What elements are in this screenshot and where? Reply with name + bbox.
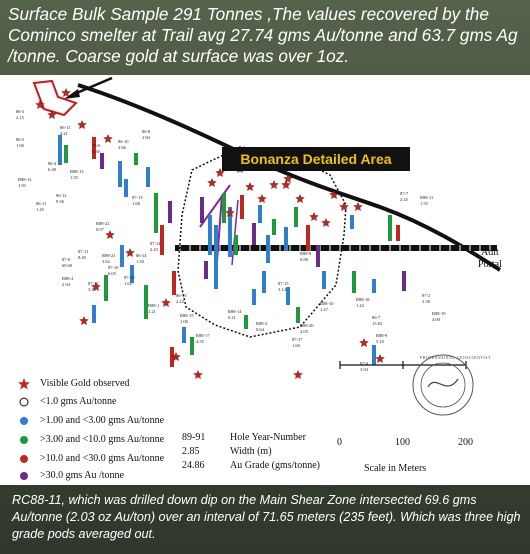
visible-gold-star: [106, 231, 115, 239]
adit-label: Adit: [481, 247, 499, 258]
visible-gold-star: [310, 213, 319, 221]
hole-value: 1.55: [420, 201, 428, 206]
drill-hole-bar: [58, 135, 62, 165]
hole-value: 1.90: [16, 143, 24, 148]
hole-value: 2.94: [62, 282, 70, 287]
hole-label: R88-17: [196, 333, 210, 338]
hole-label: R88-20: [300, 323, 314, 328]
drill-hole-bar: [306, 225, 310, 251]
hole-label: 86-13: [60, 125, 71, 130]
drill-hole-bar: [372, 345, 376, 365]
hole-value: 2.43: [150, 247, 158, 252]
hole-value: 69.60: [62, 263, 73, 268]
visible-gold-star: [376, 355, 385, 363]
legend-label: >1.00 and <3.00 gms Au/tonne: [40, 415, 165, 426]
drill-hole-bar: [182, 327, 186, 343]
drill-map: [0, 75, 530, 485]
drill-hole-bar: [92, 305, 96, 323]
drill-hole-bar: [316, 245, 320, 267]
adit-tunnel: [175, 245, 497, 251]
hole-value: 6.05: [108, 271, 116, 276]
hole-label: R88-3: [256, 321, 268, 326]
visible-gold-star: [322, 219, 331, 227]
legend-label: <1.0 gms Au/tonne: [40, 396, 117, 407]
drill-hole-bar: [124, 179, 128, 197]
drill-hole-bar: [214, 225, 218, 289]
visible-gold-star: [208, 179, 217, 187]
hole-label: 87-4: [360, 361, 369, 366]
hole-label: 87-6: [62, 257, 71, 262]
hole-label: 87-2: [422, 293, 431, 298]
drill-hole-bar: [352, 271, 356, 293]
hole-value: 9.36: [56, 199, 64, 204]
hole-value: 2.15: [16, 115, 24, 120]
drill-hole-bar: [100, 153, 104, 169]
hole-key-desc: Width (m): [230, 446, 272, 457]
hole-value: 8.40: [78, 255, 86, 260]
scale-label: Scale in Meters: [364, 463, 427, 474]
hole-value: 2.22: [176, 299, 184, 304]
drill-hole-bar: [168, 201, 172, 223]
hole-label: 87-11: [78, 249, 89, 254]
hole-value: 3.94: [360, 367, 368, 372]
purple-circle-icon: [18, 470, 30, 482]
hole-value: 1.55: [70, 175, 78, 180]
scale-bar: [340, 361, 466, 369]
hole-value: 1.27: [320, 307, 328, 312]
hole-value: 3.66: [118, 145, 126, 150]
hole-value: 2.45: [400, 197, 408, 202]
hole-key-value: 24.86: [182, 460, 205, 471]
drill-hole-bar: [234, 235, 238, 255]
bottom-caption: RC88-11, which was drilled down dip on the Main Shear Zone intersected 69.6 gms Au/tonne (2.03 oz Au/ton) over an interval of 71.65 meters (235 feet). Which was three high grade pods averaged out.: [12, 493, 521, 541]
visible-gold-star: [294, 371, 303, 379]
drill-hole-bar: [208, 215, 212, 255]
hole-value: 5.10: [376, 339, 384, 344]
hole-label: R88-14: [228, 309, 242, 314]
drill-hole-bar: [350, 215, 354, 229]
hole-key-row: [182, 432, 306, 443]
drill-hole-bar: [372, 279, 376, 293]
blue-circle-icon: [18, 415, 30, 427]
hole-label: 86-3: [16, 109, 25, 114]
hole-value: 3.62: [102, 259, 110, 264]
hole-value: 4.00: [432, 317, 440, 322]
hole-label: R88-10: [320, 301, 334, 306]
drill-hole-bar: [64, 145, 68, 163]
drill-hole-bar: [134, 153, 138, 165]
legend-label: >10.0 and <30.0 gms Au/tonne: [40, 453, 165, 464]
hole-value: 2.84: [142, 135, 150, 140]
hole-value: 0.97: [96, 227, 104, 232]
visible-gold-star: [104, 135, 113, 143]
visible-gold-star: [246, 183, 255, 191]
hole-value: 1.00: [180, 319, 188, 324]
adit-portal-label: [478, 247, 502, 271]
hole-value: 2.05: [300, 329, 308, 334]
visible-gold-star: [126, 249, 135, 257]
hole-label: R88-22: [96, 221, 110, 226]
hole-label: 86-12: [56, 193, 67, 198]
drill-hole-bar: [286, 287, 290, 305]
white-circle-icon: [18, 396, 30, 408]
hole-label: 87-16: [124, 275, 135, 280]
hole-label: 86-10: [118, 139, 129, 144]
top-caption: Surface Bulk Sample 291 Tonnes ,The values recovered by the Cominco smelter at Trail avg 27.74 gms Au/tonne and 63.7 gms Ag /tonne. Coarse gold at surface was over 1oz.: [8, 4, 518, 66]
hole-label: R88-12: [18, 177, 32, 182]
drill-hole-bar: [252, 289, 256, 305]
hole-value: 4.21: [60, 131, 68, 136]
hole-label: 87-15: [278, 281, 289, 286]
drill-hole-bar: [396, 225, 400, 241]
visible-gold-star: [78, 121, 87, 129]
visible-gold-star: [162, 299, 171, 307]
hole-value: 3.33: [88, 287, 96, 292]
drill-hole-bar: [104, 275, 108, 301]
drill-hole-bar: [160, 225, 164, 255]
drill-hole-bar: [240, 195, 244, 219]
drill-hole-bar: [244, 315, 248, 329]
hole-value: 0.64: [256, 327, 264, 332]
drill-hole-bar: [222, 193, 226, 223]
drill-hole-bar: [200, 197, 204, 223]
drill-hole-bar: [252, 223, 256, 245]
hole-key-value: 89-91: [182, 432, 206, 443]
hole-value: 4.55: [196, 339, 204, 344]
hole-value: 1.42: [356, 303, 364, 308]
drill-hole-bar: [120, 245, 124, 267]
hole-value: 15.82: [372, 321, 383, 326]
hole-value: 6.48: [48, 167, 56, 172]
hole-value: 1.60: [292, 343, 300, 348]
hole-value: 0.88: [300, 257, 308, 262]
scale-tick-100: 100: [395, 437, 410, 448]
hole-label: 86-5: [16, 137, 25, 142]
star-icon: [18, 378, 30, 390]
hole-value: 3.14: [278, 287, 286, 292]
hole-label: R88-8: [300, 251, 312, 256]
shear-line-3: [232, 200, 238, 265]
visible-gold-star: [62, 89, 71, 97]
drill-hole-bar: [266, 235, 270, 263]
hole-label: 87-7: [400, 191, 409, 196]
visible-gold-star: [354, 203, 363, 211]
drill-hole-bar: [172, 271, 176, 295]
hole-label: R88-15: [180, 313, 194, 318]
hole-label: 86-15: [176, 293, 187, 298]
visible-gold-star: [360, 339, 369, 347]
scale-tick-200: 200: [458, 437, 473, 448]
drill-hole-bar: [272, 219, 276, 235]
hole-label: 86-11: [36, 201, 47, 206]
hole-label: R88-11: [420, 195, 434, 200]
drill-hole-bar: [92, 137, 96, 159]
drill-hole-bar: [146, 167, 150, 187]
drill-hole-bar: [154, 193, 158, 233]
drill-hole-bar: [258, 205, 262, 223]
legend-label: >30.0 gms Au /tonne: [40, 470, 124, 481]
hole-value: 3.38: [422, 299, 430, 304]
hole-label: R88-9: [376, 333, 388, 338]
hole-label: 86-8: [142, 129, 151, 134]
hole-label: 86-7: [372, 315, 381, 320]
hole-value: 1.68: [132, 201, 140, 206]
drill-hole-bar: [296, 307, 300, 323]
hole-label: R88-19: [432, 311, 446, 316]
green-circle-icon: [18, 434, 30, 446]
drill-hole-bar: [294, 207, 298, 227]
hole-label: 87-10: [108, 265, 119, 270]
hole-label: 86-6: [92, 143, 101, 148]
hole-value: 1.93: [18, 183, 26, 188]
visible-gold-star: [340, 203, 349, 211]
hole-value: 0.21: [228, 315, 236, 320]
drill-hole-bar: [118, 161, 122, 187]
portal-label: Portal: [478, 259, 502, 270]
hole-value: 1.62: [124, 281, 132, 286]
hole-key-row: [182, 460, 320, 471]
hole-label: 87-12: [88, 281, 99, 286]
drill-hole-bar: [402, 271, 406, 291]
drill-hole-bar: [284, 227, 288, 251]
legend-label: Visible Gold observed: [40, 378, 130, 389]
bonanza-banner: Bonanza Detailed Area: [222, 147, 410, 171]
legend-label: >3.00 and <10.0 gms Au/tonne: [40, 434, 165, 445]
hole-label: 87-14: [150, 241, 161, 246]
hole-value: 0.30: [92, 149, 100, 154]
visible-gold-star: [80, 317, 89, 325]
professional-stamp: [413, 355, 473, 415]
visible-gold-star: [296, 195, 305, 203]
hole-label: R88-21: [102, 253, 116, 258]
hole-label: R88-13: [70, 169, 84, 174]
hole-key-desc: Au Grade (gms/tonne): [230, 460, 320, 471]
hole-label: R88-18: [356, 297, 370, 302]
visible-gold-star: [270, 181, 279, 189]
hole-label: 86-4: [48, 161, 57, 166]
hole-label: R88-1: [148, 303, 160, 308]
drill-hole-bar: [322, 271, 326, 289]
drill-hole-bar: [204, 261, 208, 279]
hole-value: 1.45: [36, 207, 44, 212]
hole-label: 87-37: [292, 337, 303, 342]
drill-hole-bar: [190, 337, 194, 355]
hole-label: R88-4: [62, 276, 74, 281]
visible-gold-star: [194, 371, 203, 379]
drill-hole-bar: [388, 215, 392, 241]
hole-value: 1.50: [136, 259, 144, 264]
red-circle-icon: [18, 453, 30, 465]
scale-tick-0: 0: [337, 437, 342, 448]
hole-key-desc: Hole Year-Number: [230, 432, 306, 443]
hole-label: 86-14: [136, 253, 147, 258]
visible-gold-star: [258, 195, 267, 203]
hole-value: 1.21: [148, 309, 156, 314]
hole-key-row: [182, 446, 272, 457]
stamp-text: PROFESSIONAL GEOSCIENTIST: [420, 355, 491, 360]
hole-key-value: 2.85: [182, 446, 200, 457]
hole-label: 87-13: [132, 195, 143, 200]
drill-hole-bar: [262, 271, 266, 293]
